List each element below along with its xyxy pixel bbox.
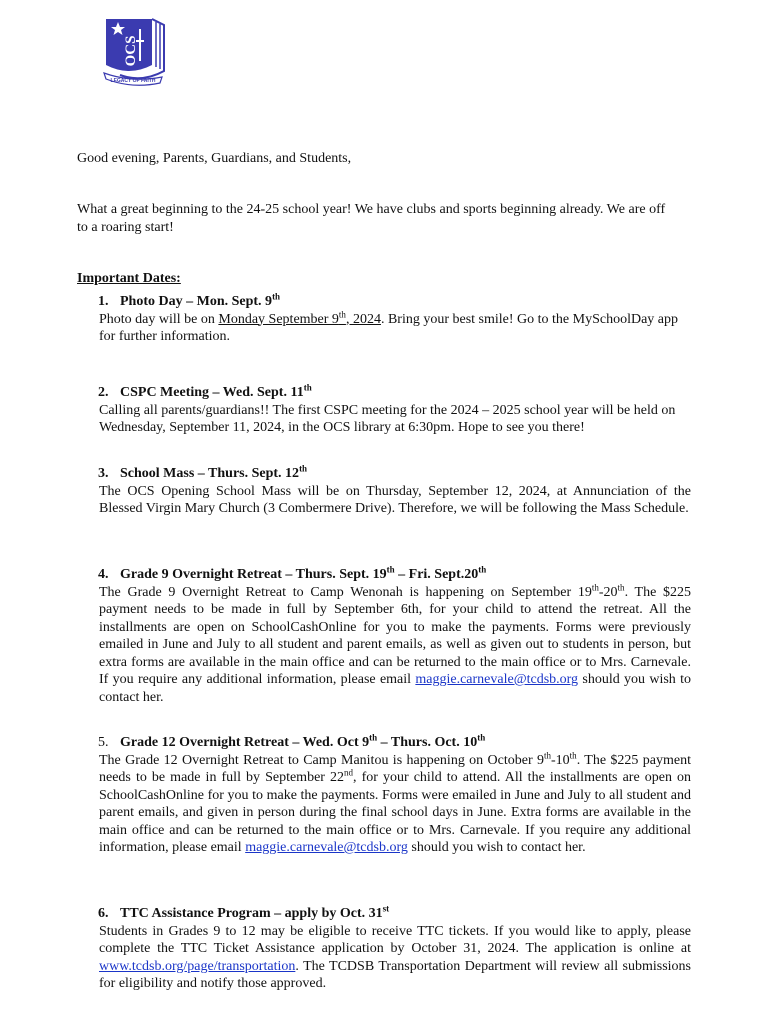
item-title: 6. TTC Assistance Program – apply by Oct. 31st [98,903,390,921]
item-title: 5. Grade 12 Overnight Retreat – Wed. Oct 9th – Thurs. Oct. 10th [98,732,486,750]
photo-date: Monday September 9th, 2024 [218,308,381,327]
greeting: Good evening, Parents, Guardians, and Students, [77,151,352,166]
intro-paragraph: What a great beginning to the 24-25 school year! We have clubs and sports beginning already. We are off to a roaring start! [77,202,666,235]
item-title: 3. School Mass – Thurs. Sept. 12th [98,463,308,481]
item-number: 1. [98,294,109,309]
item-number: 2. [98,385,109,400]
important-dates-heading: Important Dates: [77,271,181,286]
item-title: 1. Photo Day – Mon. Sept. 9th [98,291,281,309]
item-body: Students in Grades 9 to 12 may be eligible to receive TTC tickets. If you would like to apply, please complete the TTC Ticket Assistance application by October 31, 2024. The application is online at www.tcdsb.org/page/transportation. The TCDSB Transportation Department will review all submissions for eligibility and notify those approved. [99,923,691,991]
email-link[interactable]: maggie.carnevale@tcdsb.org [415,672,579,687]
item-body: The Grade 9 Overnight Retreat to Camp Wenonah is happening on September 19th-20th. The $225 payment needs to be made in full by September 6th, for your child to attend the retreat. All the installments are open on SchoolCashOnline for you to make the payments. Forms were previously emailed in June and July to all student and parent emails, as well as given out to students in person, but extra forms are available in the main office and can be returned to the main office or to Mrs. Carnevale. If you require any additional information, please email maggie.carnevale@tcdsb.org should you wish to contact her. [99,581,692,705]
logo-letters: OCS [123,35,139,67]
transportation-link[interactable]: www.tcdsb.org/page/transportation [99,958,296,974]
item-number: 3. [98,466,109,481]
date-item-school-mass [99,465,691,518]
date-item-ttc-assistance [99,905,691,993]
item-number: 6. [98,906,109,921]
item-body: The Grade 12 Overnight Retreat to Camp Manitou is happening on October 9th-10th. The $225 payment needs to be made in full by September 22nd, for your child to attend. All the installments are open on SchoolCashOnline for you to make the payments. Forms were emailed in June and July to all student and parent emails, and given in person during the final school days in June. Extra forms are available in the main office and can be returned to the main office or to Mrs. Carnevale. If you require any additional information, please email maggie.carnevale@tcdsb.org should you wish to contact her. [99,749,692,855]
school-crest-logo [102,17,168,87]
date-item-grade-9-retreat [99,566,691,706]
date-item-grade-12-retreat [99,734,691,857]
item-number: 5. [98,735,109,750]
item-title: 2. CSPC Meeting – Wed. Sept. 11th [98,382,312,400]
item-title: 4. Grade 9 Overnight Retreat – Thurs. Sept. 19th – Fri. Sept.20th [98,564,487,582]
date-item-cspc-meeting [99,384,691,437]
email-link[interactable]: maggie.carnevale@tcdsb.org [245,840,408,855]
item-body: Calling all parents/guardians!! The first CSPC meeting for the 2024 – 2025 school year will be held on Wednesday, September 11, 2024, in the OCS library at 6:30pm. Hope to see you there! [99,402,676,435]
item-body: The OCS Opening School Mass will be on Thursday, September 12, 2024, at Annunciation of the Blessed Virgin Mary Church (3 Combermere Drive). Therefore, we will be following the Mass Schedule. [99,483,691,516]
item-number: 4. [98,567,109,582]
date-item-photo-day [99,293,691,346]
logo-motto: LEGACY OF FAITH [110,78,156,84]
item-body: Photo day will be on Monday September 9th, 2024. Bring your best smile! Go to the MySchoolDay app for further information. [99,308,679,344]
